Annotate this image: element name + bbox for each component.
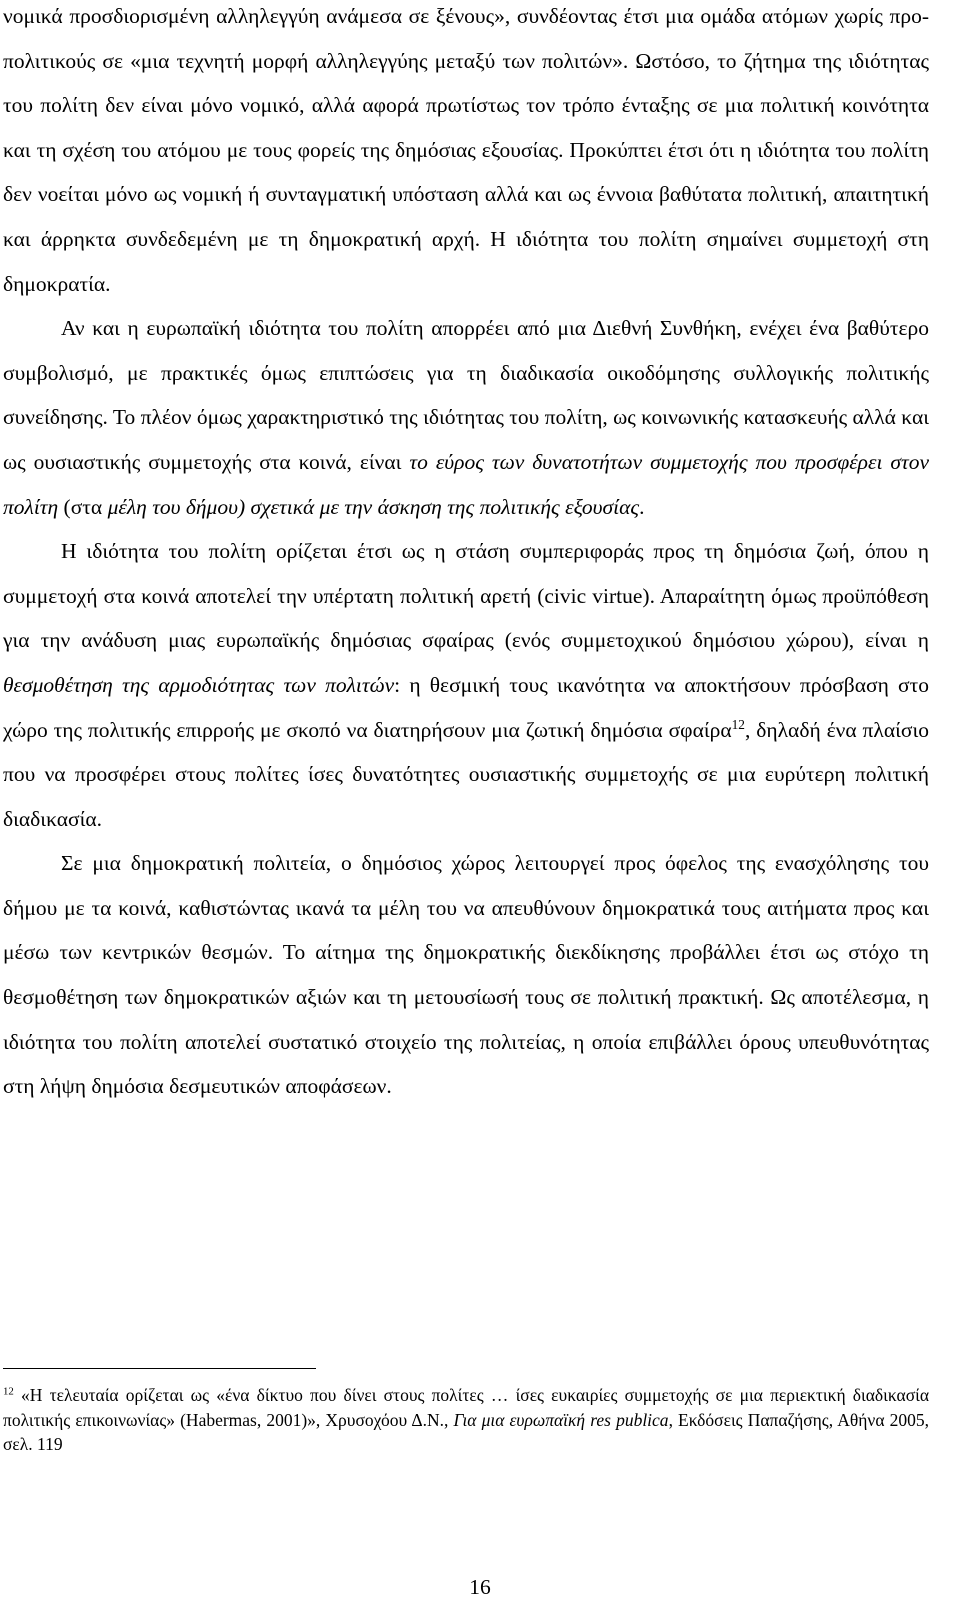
emphasis-text: το εύρος των δυνατοτήτων συμμετοχής που προσφέρει στον πολίτη <box>3 449 930 519</box>
page-number: 16 <box>469 1575 491 1599</box>
paragraph-3: Η ιδιότητα του πολίτη ορίζεται έτσι ως η στάση συμπεριφοράς προς τη δημόσια ζωή, όπου η συμμετοχή στα κοινά αποτελεί την υπέρτατη πολιτική αρετή (civic virtue). Απαραίτητη όμως προϋπόθεση για την ανάδυση μιας ευρωπαϊκής δημόσιας σφαίρας (ενός συμμετοχικού δημόσιου χώρου), είναι η θεσμοθέτηση της αρμοδιότητας των πολιτών: η θεσμική τους ικανότητα να αποκτήσουν πρόσβαση στο χώρο της πολιτικής επιρροής με σκοπό να διατηρήσουν μια ζωτική δημόσια σφαίρα$^{12}$, δηλαδή ένα πλαίσιο που να προσφέρει στους πολίτες ίσες δυνατότητες ουσιαστικής συμμετοχής σε μια ευρύτερη πολιτική διαδικασία. <box>3 539 929 831</box>
emphasis-text: μέλη του δήμου) σχετικά με την άσκηση της πολιτικής εξουσίας <box>107 494 640 519</box>
paragraph-4: Σε μια δημοκρατική πολιτεία, ο δημόσιος χώρος λειτουργεί προς όφελος της ενασχόλησης του δήμου με τα κοινά, καθιστώντας ικανά τα μέλη του να απευθύνουν δημοκρατικά τους αιτήματα προς και μέσω των κεντρικών θεσμών. Το αίτημα της δημοκρατικής διεκδίκησης προβάλλει έτσι ως στόχο τη θεσμοθέτηση των δημοκρατικών αξιών και τη μετουσίωσή τους σε πολιτική πρακτική. Ως αποτέλεσμα, η ιδιότητα του πολίτη αποτελεί συστατικό στοιχείο της πολιτείας, η οποία επιβάλλει όρους υπευθυνότητας στη λήψη δημόσια δεσμευτικών αποφάσεων. <box>3 851 929 1099</box>
footnote-book-title: Για μια ευρωπαϊκή res publica <box>453 1409 669 1430</box>
paragraph-2: Αν και η ευρωπαϊκή ιδιότητα του πολίτη απορρέει από μια Διεθνή Συνθήκη, ενέχει ένα βαθύτερο συμβολισμό, με πρακτικές όμως επιπτώσεις για τη διαδικασία οικοδόμησης συλλογικής πολιτικής συνείδησης. Το πλέον όμως χαρακτηριστικό της ιδιότητας του πολίτη, ως κοινωνικής κατασκευής αλλά και ως ουσιαστικής συμμετοχής στα κοινά, είναι το εύρος των δυνατοτήτων συμμετοχής που προσφέρει στον πολίτη (στα μέλη του δήμου) σχετικά με την άσκηση της πολιτικής εξουσίας. <box>3 316 930 519</box>
footnote-reference[interactable]: 12 <box>731 716 745 732</box>
paragraph-1: νομικά προσδιορισμένη αλληλεγγύη ανάμεσα σε ξένους», συνδέοντας έτσι μια ομάδα ατόμων χωρίς προ-πολιτικούς σε «μια τεχνητή μορφή αλληλεγγύης μεταξύ των πολιτών». Ωστόσο, το ζήτημα της ιδιότητας του πολίτη δεν είναι μόνο νομικό, αλλά αφορά πρωτίστως τον τρόπο ένταξης σε μια πολιτική κοινότητα και τη σχέση του ατόμου με τους φορείς της δημόσιας εξουσίας. Προκύπτει έτσι ότι η ιδιότητα του πολίτη δεν νοείται μόνο ως νομική ή συνταγματική υπόσταση αλλά και ως έννοια βαθύτατα πολιτική, απαιτητική και άρρηκτα συνδεδεμένη με τη δημοκρατική αρχή. Η ιδιότητα του πολίτη σημαίνει συμμετοχή στη δημοκρατία. <box>3 4 929 296</box>
emphasis-text: θεσμοθέτηση της αρμοδιότητας των πολιτών <box>3 672 395 697</box>
footnote <box>3 1383 929 1457</box>
footnote-number: 12 <box>3 1385 14 1398</box>
footnote-12: $^{12}$ «Η τελευταία ορίζεται ως «ένα δίκτυο που δίνει στους πολίτες … ίσες ευκαιρίες συμμετοχής σε μια περιεκτική διαδικασία πολιτικής επικοινωνίας» (Habermas, 2001)», Χρυσοχόου Δ.Ν., Για μια ευρωπαϊκή res publica, Εκδόσεις Παπαζήσης, Αθήνα 2005, σελ. 119 <box>3 1385 929 1454</box>
body-text <box>3 0 929 1109</box>
footnote-separator <box>3 1368 316 1369</box>
